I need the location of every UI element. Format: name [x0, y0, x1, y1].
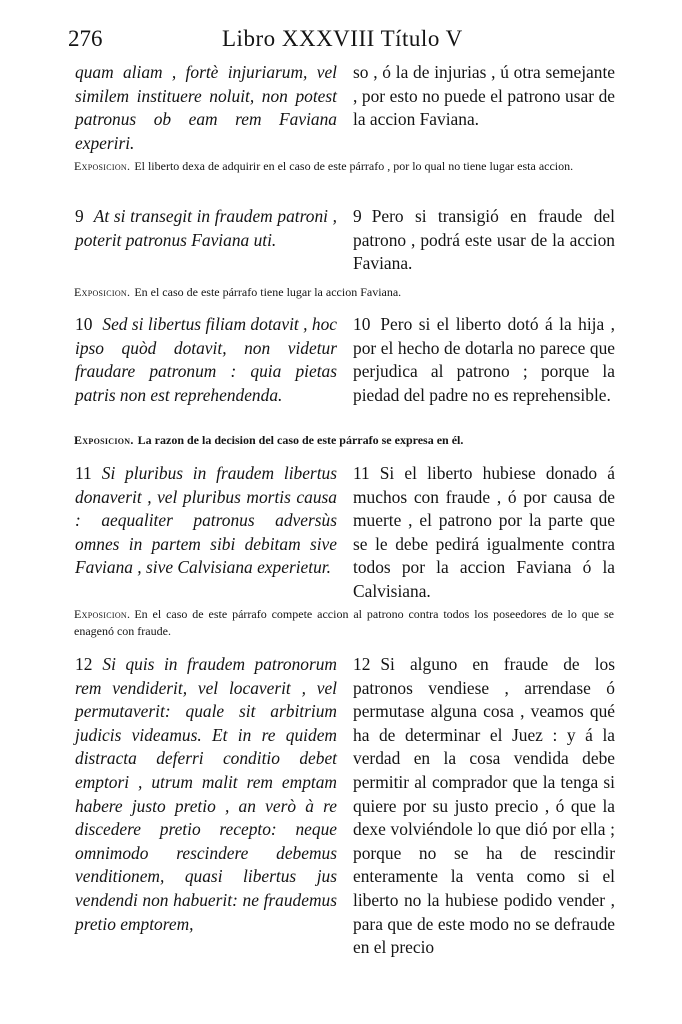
latin-text-12: 12 Si quis in fraudem patronorum rem vendiderit, vel locaverit , vel permutaverit: quale sit arbitrium judicis videamus. Et in re quidem distracta deferri conditio debet emptori , utrum malit rem emptam habere justo pretio , an verò à re discedere pretio recepto: neque omnimodo rescindere debemus venditionem, quasi libertus jus vendendi non habuerit: ne fraudemus pretio emptorem, [75, 654, 337, 934]
spanish-text-11: 11 Si el liberto hubiese donado á muchos con fraude , ó por causa de muerte , el patrono por la parte que se le debe pedirá igualmente contra todos por la accion Faviana ó la Calvisiana. [353, 463, 615, 601]
paragraph-number: 10 [75, 314, 93, 334]
latin-text-11: 11 Si pluribus in fraudem libertus donaverit , vel pluribus mortis causa : aequaliter patronus adversùs omnes in partem sibi debitam sive Faviana , sive Calvisiana experietur. [75, 463, 337, 578]
latin-text-10: 10 Sed si libertus filiam dotavit , hoc ipso quòd dotavit, non videtur fraudare patronum : quia pietas patris non est reprehendenda. [75, 314, 337, 405]
exposition-10: Exposicion. La razon de la decision del caso de este párrafo se expresa en él. [74, 433, 464, 447]
paragraph-number: 9 [75, 206, 84, 226]
spanish-text-9: 9 Pero si transigió en fraude del patrono , podrá este usar de la accion Faviana. [353, 206, 615, 274]
page-header [0, 26, 682, 58]
page-number: 276 [68, 26, 103, 51]
spanish-text-10: 10 Pero si el liberto dotó á la hija , por el hecho de dotarla no parece que perjudica al patrono ; porque la piedad del padre no es reprehensible. [353, 314, 615, 405]
exposition-continuation: Exposicion. El liberto dexa de adquirir en el caso de este párrafo , por lo qual no tiene lugar esta accion. [74, 159, 574, 173]
paragraph-number: 9 [353, 206, 362, 226]
latin-text-9: 9 At si transegit in fraudem patroni , poterit patronus Faviana uti. [75, 206, 337, 250]
exposition-11: Exposicion. En el caso de este párrafo compete accion al patrono contra todos los poseedores de lo que se enagenó con fraude. [74, 607, 614, 638]
exposition-9: Exposicion. En el caso de este párrafo tiene lugar la accion Faviana. [74, 285, 402, 299]
paragraph-number: 11 [75, 463, 92, 483]
latin-text-continuation: quam aliam , fortè injuriarum, vel similem instituere noluit, non potest patronus ob eam rem Faviana experiri. [75, 62, 337, 153]
spanish-text-continuation: so , ó la de injurias , ú otra semejante , por esto no puede el patrono usar de la accion Faviana. [353, 62, 615, 130]
running-title: Libro XXXVIII Título V [222, 26, 463, 51]
spanish-text-12: 12 Si alguno en fraude de los patronos vendiese , arrendase ó permutase alguna cosa , veamos qué ha de determinar el Juez : y á la verdad en la cosa vendida debe permitir al comprador que la tenga si quiere por su justo precio , ó que la dexe volviéndole lo que dió por ella ; porque no se ha de rescindir enteramente la venta como si el liberto no la hubiese podido vender , para que de este modo no se defraude en el precio [353, 654, 615, 958]
paragraph-number: 10 [353, 314, 371, 334]
paragraph-number: 11 [353, 463, 370, 483]
paragraph-number: 12 [75, 654, 93, 674]
paragraph-number: 12 [353, 654, 371, 674]
